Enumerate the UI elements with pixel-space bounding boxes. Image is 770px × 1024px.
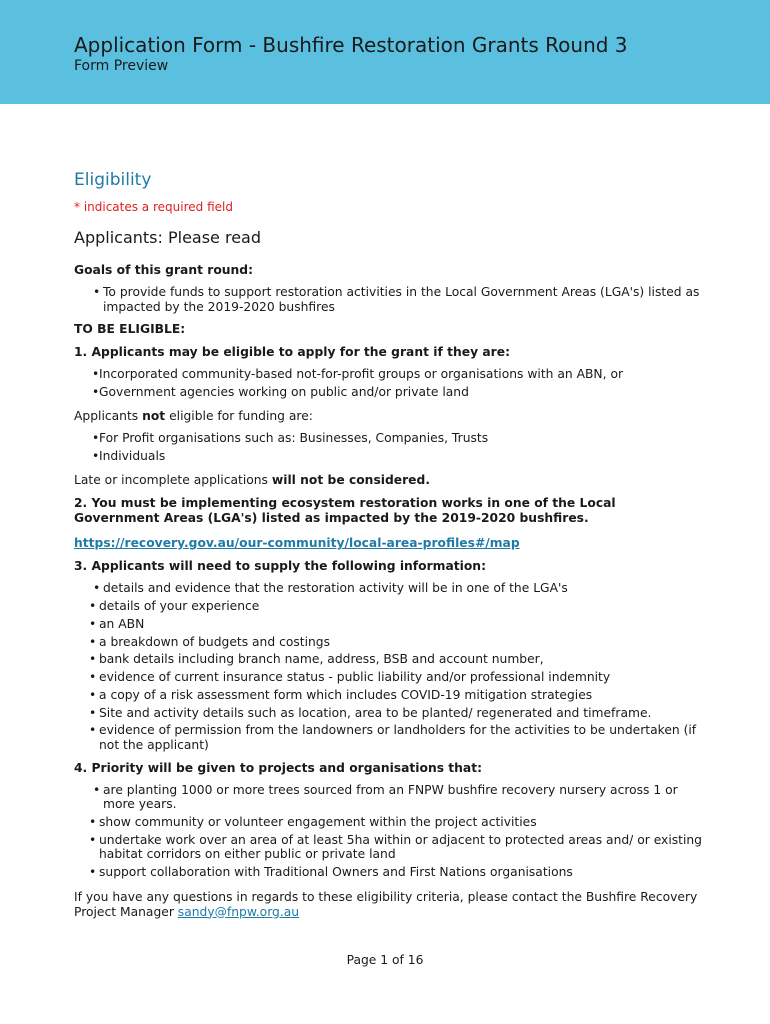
list-item: • Site and activity details such as location, area to be planted/ regenerated and timeframe. (89, 705, 652, 720)
list-item: • support collaboration with Traditional Owners and First Nations organisations (89, 865, 573, 880)
list-item: • For Profit organisations such as: Businesses, Companies, Trusts (92, 431, 489, 446)
priority-list (74, 783, 704, 880)
form-subtitle: Form Preview (74, 58, 169, 74)
list-item: • bank details including branch name, address, BSB and account number, (89, 652, 544, 667)
list-item: • Incorporated community-based not-for-profit groups or organisations with an ABN, or (92, 367, 624, 382)
eligible-point-2: 2. You must be implementing ecosystem restoration works in one of the Local Government Areas (LGA's) listed as impacted by the 2019-2020 bushfires. (74, 496, 616, 526)
late-notice: Late or incomplete applications will not be considered. (74, 473, 430, 488)
list-item: • details and evidence that the restoration activity will be in one of the LGA's (93, 581, 568, 596)
required-note: * indicates a required field (74, 200, 233, 214)
section-heading: Applicants: Please read (74, 228, 262, 247)
list-item: • Individuals (92, 448, 166, 463)
list-item: • evidence of permission from the landowners or landholders for the activities to be undertaken (if not the applicant) (89, 723, 697, 752)
not-eligible-intro: Applicants not eligible for funding are: (74, 409, 313, 424)
list-item: • Government agencies working on public and/or private land (92, 384, 469, 399)
list-item: • evidence of current insurance status - public liability and/or professional indemnity (89, 670, 611, 685)
list-item: • show community or volunteer engagement within the project activities (89, 814, 537, 829)
info-required-list (74, 581, 704, 752)
list-item: • a copy of a risk assessment form which includes COVID-19 mitigation strategies (89, 687, 593, 702)
section-title: Eligibility (74, 170, 152, 190)
form-content (74, 170, 704, 920)
eligible-point-4: 4. Priority will be given to projects and organisations that: (74, 760, 483, 775)
list-item: • an ABN (89, 616, 145, 631)
eligible-point-3: 3. Applicants will need to supply the following information: (74, 559, 486, 574)
eligible-list (74, 367, 704, 399)
eligible-label: TO BE ELIGIBLE: (74, 322, 186, 337)
list-item: • To provide funds to support restoration activities in the Local Government Areas (LGA's) listed as impacted by the 2019-2020 bushfires (93, 285, 700, 314)
goals-list (74, 285, 704, 314)
page-header (0, 0, 770, 104)
form-title: Application Form - Bushfire Restoration Grants Round 3 (74, 33, 628, 57)
contact-email-link[interactable]: sandy@fnpw.org.au (177, 904, 300, 919)
list-item: • undertake work over an area of at least 5ha within or adjacent to protected areas and/ or existing habitat corridors on either public or private land (89, 832, 702, 862)
page-number: Page 1 of 16 (346, 953, 424, 967)
list-item: • a breakdown of budgets and costings (89, 634, 330, 649)
contact-note: If you have any questions in regards to these eligibility criteria, please contact the Bushfire Recovery Project Manager sandy@fnpw.org.au (74, 889, 698, 919)
eligible-point-1: 1. Applicants may be eligible to apply for the grant if they are: (74, 345, 510, 360)
list-item: • are planting 1000 or more trees sourced from an FNPW bushfire recovery nursery across 1 or more years. (93, 782, 678, 812)
list-item: • details of your experience (89, 598, 260, 613)
lga-map-link[interactable]: https://recovery.gov.au/our-community/local-area-profiles#/map (74, 536, 520, 551)
not-eligible-list (74, 431, 704, 463)
goals-label: Goals of this grant round: (74, 263, 254, 277)
